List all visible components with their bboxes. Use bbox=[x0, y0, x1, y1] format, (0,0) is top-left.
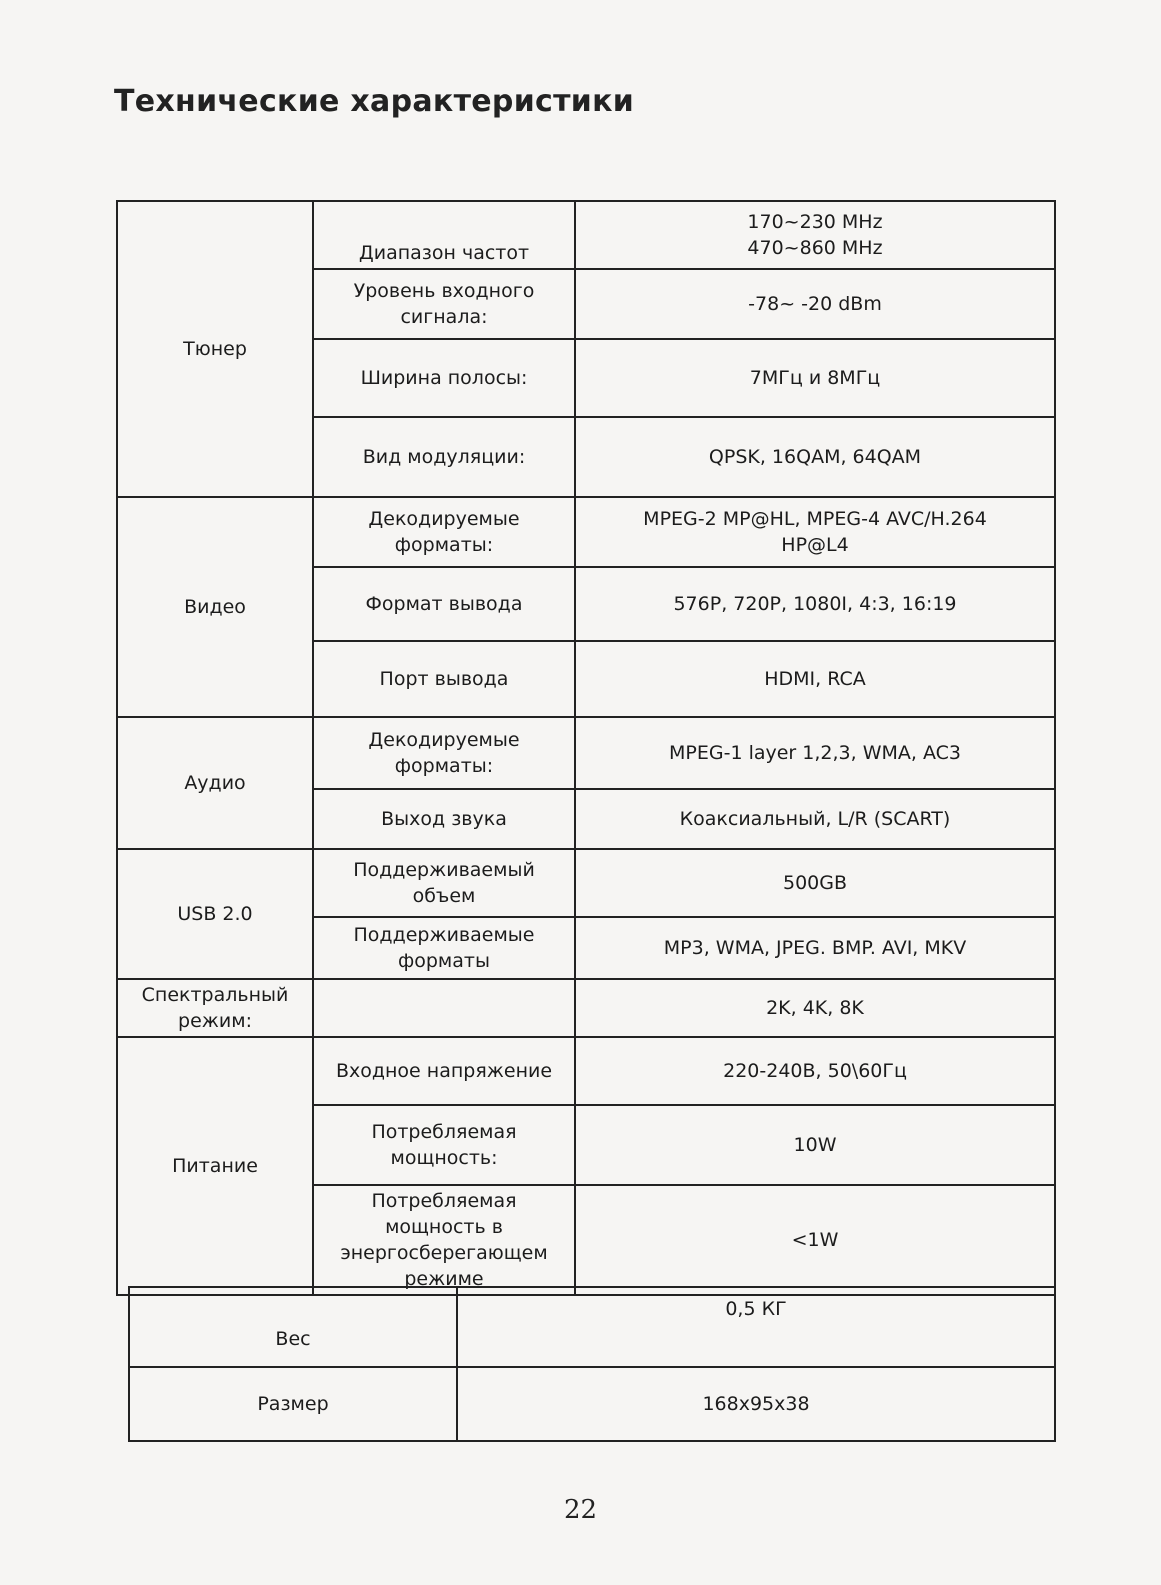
param-frequency-range: Диапазон частот bbox=[313, 201, 575, 269]
value-size: 168x95x38 bbox=[457, 1367, 1055, 1441]
param-size: Размер bbox=[129, 1367, 457, 1441]
param-usb-formats: Поддерживаемые форматы bbox=[313, 917, 575, 979]
value-video-decode-line-2: HP@L4 bbox=[781, 534, 849, 556]
category-tuner: Тюнер bbox=[117, 201, 313, 497]
value-video-decode-line-1: MPEG-2 MP@HL, MPEG-4 AVC/H.264 bbox=[643, 508, 987, 530]
table-row bbox=[117, 849, 1055, 917]
spec-table bbox=[116, 200, 1056, 1296]
value-input-level: -78~ -20 dBm bbox=[575, 269, 1055, 339]
param-input-level: Уровень входного сигнала: bbox=[313, 269, 575, 339]
table-row bbox=[129, 1367, 1055, 1441]
value-output-port: HDMI, RCA bbox=[575, 641, 1055, 717]
value-output-format: 576P, 720P, 1080I, 4:3, 16:19 bbox=[575, 567, 1055, 641]
value-video-decode bbox=[575, 497, 1055, 567]
value-bandwidth: 7МГц и 8МГц bbox=[575, 339, 1055, 417]
value-usb-capacity: 500GB bbox=[575, 849, 1055, 917]
table-row bbox=[117, 201, 1055, 269]
value-power-consumption: 10W bbox=[575, 1105, 1055, 1185]
page-title: Технические характеристики bbox=[114, 84, 635, 119]
value-modulation: QPSK, 16QAM, 64QAM bbox=[575, 417, 1055, 497]
table-row bbox=[117, 1037, 1055, 1105]
param-output-format: Формат вывода bbox=[313, 567, 575, 641]
value-standby-consumption: <1W bbox=[575, 1185, 1055, 1295]
value-input-voltage: 220-240В, 50\60Гц bbox=[575, 1037, 1055, 1105]
dimensions-table bbox=[128, 1286, 1056, 1442]
category-power: Питание bbox=[117, 1037, 313, 1295]
param-power-consumption: Потребляемая мощность: bbox=[313, 1105, 575, 1185]
value-usb-formats: MP3, WMA, JPEG. BMP. AVI, MKV bbox=[575, 917, 1055, 979]
page-number: 22 bbox=[563, 1495, 598, 1525]
param-audio-output: Выход звука bbox=[313, 789, 575, 849]
category-audio: Аудио bbox=[117, 717, 313, 849]
category-spectral: Спектральный режим: bbox=[117, 979, 313, 1037]
table-row bbox=[129, 1287, 1055, 1367]
value-spectral: 2K, 4K, 8K bbox=[575, 979, 1055, 1037]
param-input-voltage: Входное напряжение bbox=[313, 1037, 575, 1105]
table-row bbox=[117, 717, 1055, 789]
value-frequency-range bbox=[575, 201, 1055, 269]
param-spectral-empty bbox=[313, 979, 575, 1037]
param-video-decode: Декодируемые форматы: bbox=[313, 497, 575, 567]
table-row bbox=[117, 979, 1055, 1037]
param-weight: Вес bbox=[129, 1287, 457, 1367]
param-output-port: Порт вывода bbox=[313, 641, 575, 717]
param-usb-capacity: Поддерживаемый объем bbox=[313, 849, 575, 917]
value-audio-output: Коаксиальный, L/R (SCART) bbox=[575, 789, 1055, 849]
category-video: Видео bbox=[117, 497, 313, 717]
value-weight: 0,5 КГ bbox=[457, 1287, 1055, 1367]
value-frequency-line-2: 470~860 MHz bbox=[747, 237, 883, 259]
param-bandwidth: Ширина полосы: bbox=[313, 339, 575, 417]
param-modulation: Вид модуляции: bbox=[313, 417, 575, 497]
category-usb: USB 2.0 bbox=[117, 849, 313, 979]
param-standby-consumption: Потребляемая мощность в энергосберегающем режиме bbox=[313, 1185, 575, 1295]
value-frequency-line-1: 170~230 MHz bbox=[747, 211, 883, 233]
value-audio-decode: MPEG-1 layer 1,2,3, WMA, AC3 bbox=[575, 717, 1055, 789]
param-audio-decode: Декодируемые форматы: bbox=[313, 717, 575, 789]
table-row bbox=[117, 497, 1055, 567]
